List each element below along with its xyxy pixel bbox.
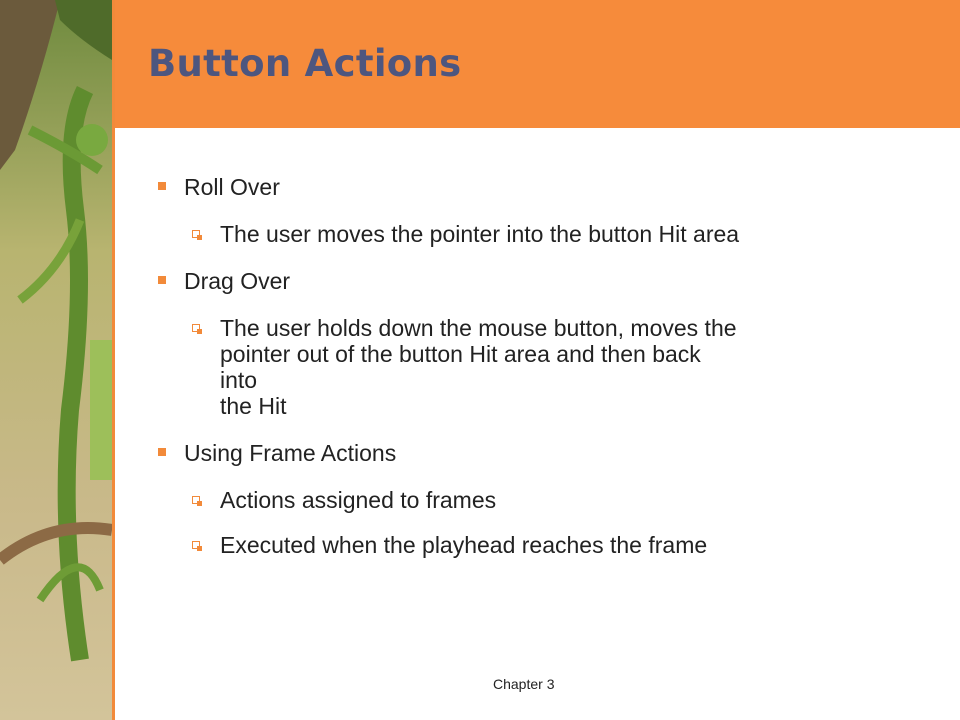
sub-bullet [192,532,918,558]
slide-footer: Chapter 3 [493,676,555,692]
sub-bullet [192,487,918,513]
bullet-text: Drag Over [184,268,291,294]
bullet-drag-over [158,266,918,296]
bullet-list [158,172,918,577]
sub-bullet-text: Actions assigned to frames [220,487,497,513]
box-bullet-icon [192,230,200,238]
square-bullet-icon [158,182,166,190]
square-bullet-icon [158,448,166,456]
sub-bullet-text: The user holds down the mouse button, moves the pointer out of the button Hit area and then back into the Hit [220,315,737,419]
sub-bullet [192,221,918,247]
box-bullet-icon [192,541,200,549]
bullet-text: Using Frame Actions [184,440,397,466]
sub-bullet-text: The user moves the pointer into the button Hit area [220,221,740,247]
slide-title: Button Actions [148,42,462,85]
bullet-text: Roll Over [184,174,280,200]
mantis-photo [0,0,112,720]
sub-bullet-text: Executed when the playhead reaches the frame [220,532,708,558]
bullet-using-frame-actions [158,438,918,468]
bullet-roll-over [158,172,918,202]
square-bullet-icon [158,276,166,284]
box-bullet-icon [192,496,200,504]
box-bullet-icon [192,324,200,332]
sub-bullet [192,315,918,419]
